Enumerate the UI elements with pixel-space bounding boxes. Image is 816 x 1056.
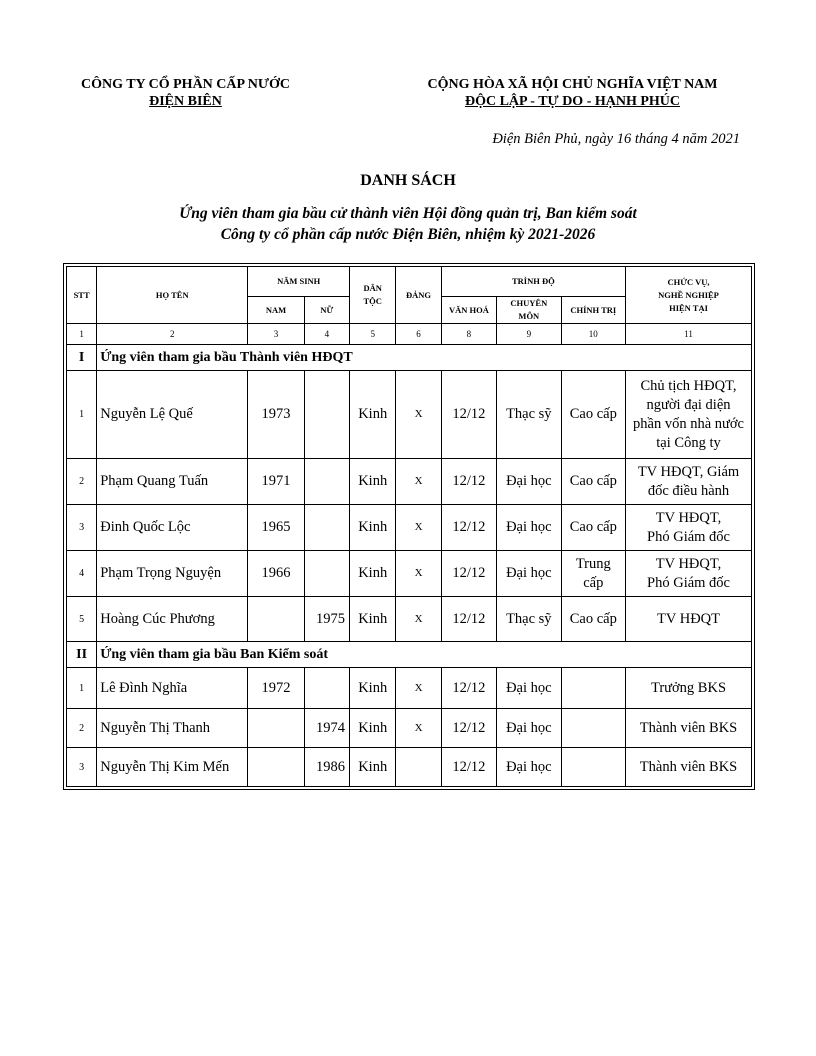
column-number: 9 — [497, 324, 561, 345]
column-number: 1 — [67, 324, 97, 345]
cell-name: Nguyễn Lệ Quế — [97, 371, 248, 459]
header-van-hoa: VĂN HOÁ — [441, 297, 496, 324]
cell-chinh-tri: Trung cấp — [561, 551, 625, 597]
section-label: Ứng viên tham gia bầu Ban Kiểm soát — [97, 642, 752, 668]
cell-chuyen-mon: Đại học — [497, 505, 561, 551]
cell-dan-toc: Kinh — [350, 371, 396, 459]
cell-chinh-tri — [561, 668, 625, 709]
column-number: 8 — [441, 324, 496, 345]
cell-nu: 1986 — [304, 748, 349, 787]
column-number: 10 — [561, 324, 625, 345]
company-name: CÔNG TY CỔ PHẦN CẤP NƯỚC — [80, 77, 291, 92]
cell-nam: 1966 — [248, 551, 304, 597]
cell-chuyen-mon: Đại học — [497, 748, 561, 787]
subtitle-line-1: Ứng viên tham gia bầu cử thành viên Hội đồng quản trị, Ban kiểm soát — [179, 205, 637, 222]
header-nu: NỮ — [304, 297, 349, 324]
candidate-table-frame — [63, 263, 755, 790]
cell-chuyen-mon: Thạc sỹ — [497, 597, 561, 642]
column-number: 11 — [626, 324, 752, 345]
cell-stt: 2 — [67, 709, 97, 748]
cell-van-hoa: 12/12 — [441, 668, 496, 709]
cell-chinh-tri: Cao cấp — [561, 459, 625, 505]
cell-chuyen-mon: Đại học — [497, 551, 561, 597]
header-dang: ĐẢNG — [396, 267, 441, 324]
section-row — [67, 345, 752, 371]
table-row — [67, 597, 752, 642]
cell-chuc-vu: TV HĐQT, Phó Giám đốc — [626, 505, 752, 551]
cell-van-hoa: 12/12 — [441, 748, 496, 787]
column-number: 6 — [396, 324, 441, 345]
cell-chuyen-mon: Đại học — [497, 668, 561, 709]
cell-dan-toc: Kinh — [350, 709, 396, 748]
cell-chuc-vu: TV HĐQT, Phó Giám đốc — [626, 551, 752, 597]
cell-nu — [304, 551, 349, 597]
header-stt: STT — [67, 267, 97, 324]
cell-nu — [304, 505, 349, 551]
cell-name: Nguyễn Thị Thanh — [97, 709, 248, 748]
cell-stt: 4 — [67, 551, 97, 597]
cell-dan-toc: Kinh — [350, 668, 396, 709]
cell-chuyen-mon: Đại học — [497, 459, 561, 505]
cell-chuyen-mon: Thạc sỹ — [497, 371, 561, 459]
candidate-table — [66, 266, 752, 787]
cell-stt: 5 — [67, 597, 97, 642]
table-row — [67, 709, 752, 748]
cell-chuc-vu: Thành viên BKS — [626, 748, 752, 787]
cell-name: Hoàng Cúc Phương — [97, 597, 248, 642]
company-location: ĐIỆN BIÊN — [149, 94, 222, 109]
cell-dan-toc: Kinh — [350, 748, 396, 787]
cell-van-hoa: 12/12 — [441, 551, 496, 597]
cell-name: Lê Đình Nghĩa — [97, 668, 248, 709]
cell-chuc-vu: Trưởng BKS — [626, 668, 752, 709]
cell-dang: X — [396, 371, 441, 459]
cell-nam — [248, 597, 304, 642]
column-number: 3 — [248, 324, 304, 345]
cell-chuc-vu: Thành viên BKS — [626, 709, 752, 748]
cell-chuc-vu: Chủ tịch HĐQT, người đại diện phần vốn nhà nước tại Công ty — [626, 371, 752, 459]
republic-header — [405, 76, 740, 110]
cell-van-hoa: 12/12 — [441, 597, 496, 642]
section-number: II — [67, 642, 97, 668]
cell-nam — [248, 748, 304, 787]
cell-chinh-tri — [561, 748, 625, 787]
date-line: Điện Biên Phủ, ngày 16 tháng 4 năm 2021 — [492, 131, 740, 147]
subtitle-line-2: Công ty cổ phần cấp nước Điện Biên, nhiệm kỳ 2021-2026 — [220, 226, 596, 243]
header-nam: NAM — [248, 297, 304, 324]
cell-dang — [396, 748, 441, 787]
cell-chinh-tri — [561, 709, 625, 748]
cell-nu — [304, 371, 349, 459]
document-subtitle — [0, 203, 816, 245]
cell-nam: 1965 — [248, 505, 304, 551]
section-row — [67, 642, 752, 668]
cell-nu — [304, 668, 349, 709]
cell-chinh-tri: Cao cấp — [561, 597, 625, 642]
header-ho-ten: HỌ TÊN — [97, 267, 248, 324]
cell-van-hoa: 12/12 — [441, 459, 496, 505]
cell-dang: X — [396, 668, 441, 709]
document-title: DANH SÁCH — [360, 172, 456, 189]
cell-chinh-tri: Cao cấp — [561, 505, 625, 551]
cell-nu: 1975 — [304, 597, 349, 642]
cell-dan-toc: Kinh — [350, 505, 396, 551]
republic-name: CỘNG HÒA XÃ HỘI CHỦ NGHĨA VIỆT NAM — [427, 77, 718, 92]
cell-name: Nguyễn Thị Kim Mến — [97, 748, 248, 787]
cell-dang: X — [396, 597, 441, 642]
table-row — [67, 505, 752, 551]
cell-chuyen-mon: Đại học — [497, 709, 561, 748]
cell-chuc-vu: TV HĐQT — [626, 597, 752, 642]
header-chuc-vu: CHỨC VỤ, NGHỀ NGHIỆP HIỆN TẠI — [626, 267, 752, 324]
header-dan-toc: DÂN TỘC — [350, 267, 396, 324]
cell-stt: 1 — [67, 668, 97, 709]
header-chuyen-mon: CHUYÊN MÔN — [497, 297, 561, 324]
cell-nam: 1973 — [248, 371, 304, 459]
cell-stt: 1 — [67, 371, 97, 459]
cell-dan-toc: Kinh — [350, 597, 396, 642]
header-nam-sinh: NĂM SINH — [248, 267, 350, 297]
cell-dang: X — [396, 505, 441, 551]
cell-name: Đinh Quốc Lộc — [97, 505, 248, 551]
cell-stt: 3 — [67, 505, 97, 551]
company-header — [68, 76, 303, 110]
table-row — [67, 668, 752, 709]
cell-dang: X — [396, 709, 441, 748]
cell-nam: 1972 — [248, 668, 304, 709]
cell-chuc-vu: TV HĐQT, Giám đốc điều hành — [626, 459, 752, 505]
table-row — [67, 371, 752, 459]
table-row — [67, 748, 752, 787]
cell-name: Phạm Trọng Nguyện — [97, 551, 248, 597]
cell-van-hoa: 12/12 — [441, 709, 496, 748]
table-row — [67, 459, 752, 505]
cell-name: Phạm Quang Tuấn — [97, 459, 248, 505]
cell-nu: 1974 — [304, 709, 349, 748]
column-number: 2 — [97, 324, 248, 345]
cell-stt: 2 — [67, 459, 97, 505]
cell-dang: X — [396, 551, 441, 597]
column-number: 5 — [350, 324, 396, 345]
cell-stt: 3 — [67, 748, 97, 787]
cell-nam — [248, 709, 304, 748]
cell-nu — [304, 459, 349, 505]
column-number: 4 — [304, 324, 349, 345]
header-trinh-do: TRÌNH ĐỘ — [441, 267, 625, 297]
cell-dan-toc: Kinh — [350, 551, 396, 597]
section-label: Ứng viên tham gia bầu Thành viên HĐQT — [97, 345, 752, 371]
table-row — [67, 551, 752, 597]
header-chinh-tri: CHÍNH TRỊ — [561, 297, 625, 324]
cell-dang: X — [396, 459, 441, 505]
cell-van-hoa: 12/12 — [441, 505, 496, 551]
republic-motto: ĐỘC LẬP - TỰ DO - HẠNH PHÚC — [464, 94, 681, 109]
cell-van-hoa: 12/12 — [441, 371, 496, 459]
cell-nam: 1971 — [248, 459, 304, 505]
cell-dan-toc: Kinh — [350, 459, 396, 505]
section-number: I — [67, 345, 97, 371]
cell-chinh-tri: Cao cấp — [561, 371, 625, 459]
